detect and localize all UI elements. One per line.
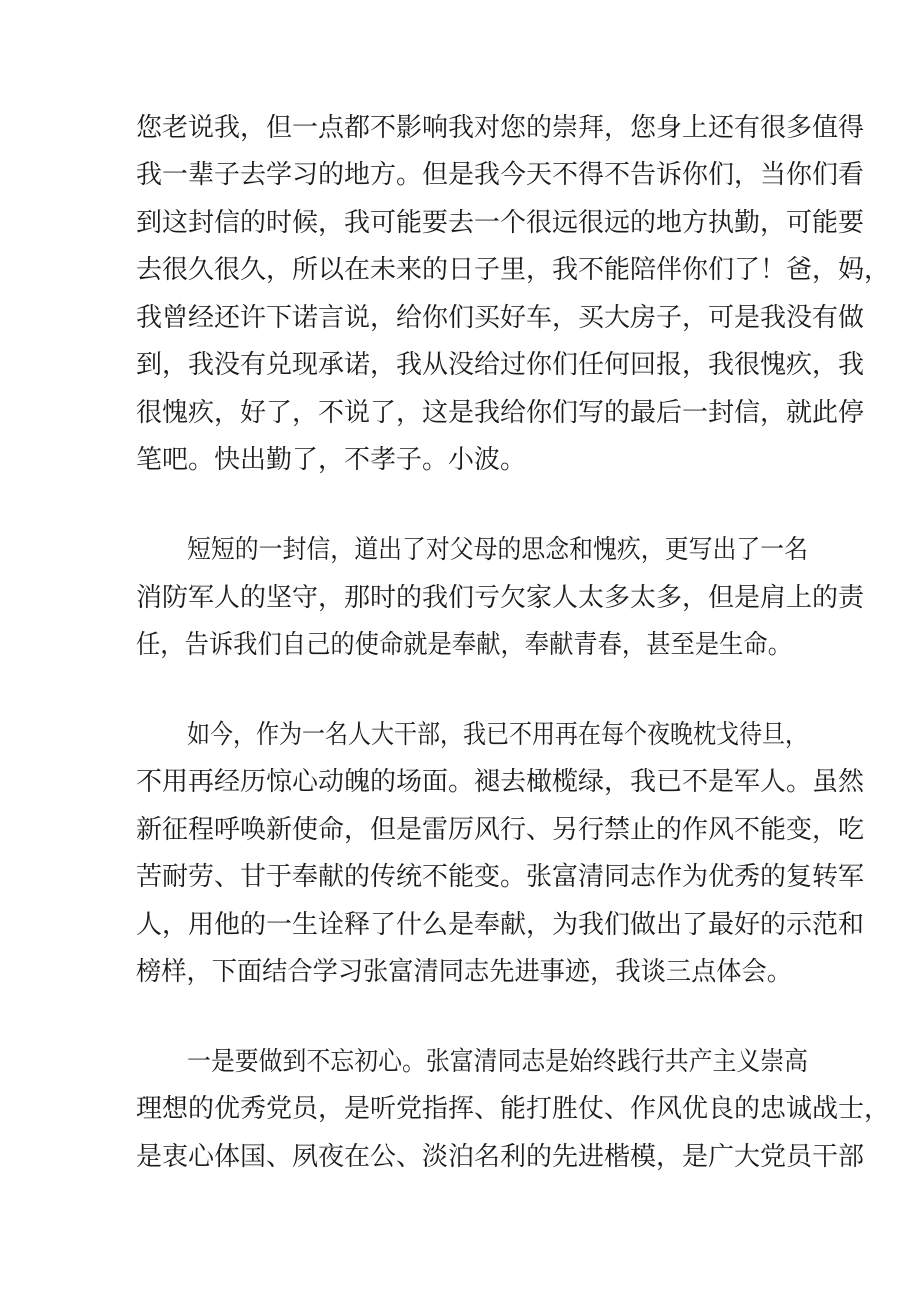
text-line: 去很久很久，所以在未来的日子里，我不能陪伴你们了！爸，妈， bbox=[136, 255, 891, 285]
text-line: 我曾经还许下诺言说，给你们买好车，买大房子，可是我没有做 bbox=[136, 303, 865, 333]
text-line: 笔吧。快出勤了，不孝子。小波。 bbox=[136, 445, 527, 475]
text-line: 到这封信的时候，我可能要去一个很远很远的地方执勤，可能要 bbox=[136, 208, 865, 238]
text-line: 理想的优秀党员，是听党指挥、能打胜仗、作风优良的忠诚战士， bbox=[136, 1094, 891, 1124]
text-line: 新征程呼唤新使命，但是雷厉风行、另行禁止的作风不能变，吃 bbox=[136, 815, 865, 845]
text-line: 是衷心体国、夙夜在公、淡泊名利的先进楷模，是广大党员干部 bbox=[136, 1142, 865, 1172]
text-line: 一是要做到不忘初心。张富清同志是始终践行共产主义崇高 bbox=[187, 1047, 809, 1077]
text-line: 到，我没有兑现承诺，我从没给过你们任何回报，我很愧疚，我 bbox=[136, 350, 865, 380]
text-line: 任，告诉我们自己的使命就是奉献，奉献青春，甚至是生命。 bbox=[136, 630, 793, 660]
text-line: 很愧疚，好了，不说了，这是我给你们写的最后一封信，就此停 bbox=[136, 398, 865, 428]
text-line: 消防军人的坚守，那时的我们亏欠家人太多太多，但是肩上的责 bbox=[136, 583, 865, 613]
text-line: 人，用他的一生诠释了什么是奉献，为我们做出了最好的示范和 bbox=[136, 910, 865, 940]
text-line: 您老说我，但一点都不影响我对您的崇拜，您身上还有很多值得 bbox=[136, 113, 865, 143]
text-line: 不用再经历惊心动魄的场面。褪去橄榄绿，我已不是军人。虽然 bbox=[136, 767, 865, 797]
text-line: 榜样，下面结合学习张富清同志先进事迹，我谈三点体会。 bbox=[136, 957, 793, 987]
text-line: 如今，作为一名人大干部，我已不用再在每个夜晚枕戈待旦， bbox=[187, 720, 809, 750]
text-line: 短短的一封信，道出了对父母的思念和愧疚，更写出了一名 bbox=[187, 535, 809, 565]
text-line: 苦耐劳、甘于奉献的传统不能变。张富清同志作为优秀的复转军 bbox=[136, 862, 865, 892]
text-line: 我一辈子去学习的地方。但是我今天不得不告诉你们，当你们看 bbox=[136, 160, 865, 190]
